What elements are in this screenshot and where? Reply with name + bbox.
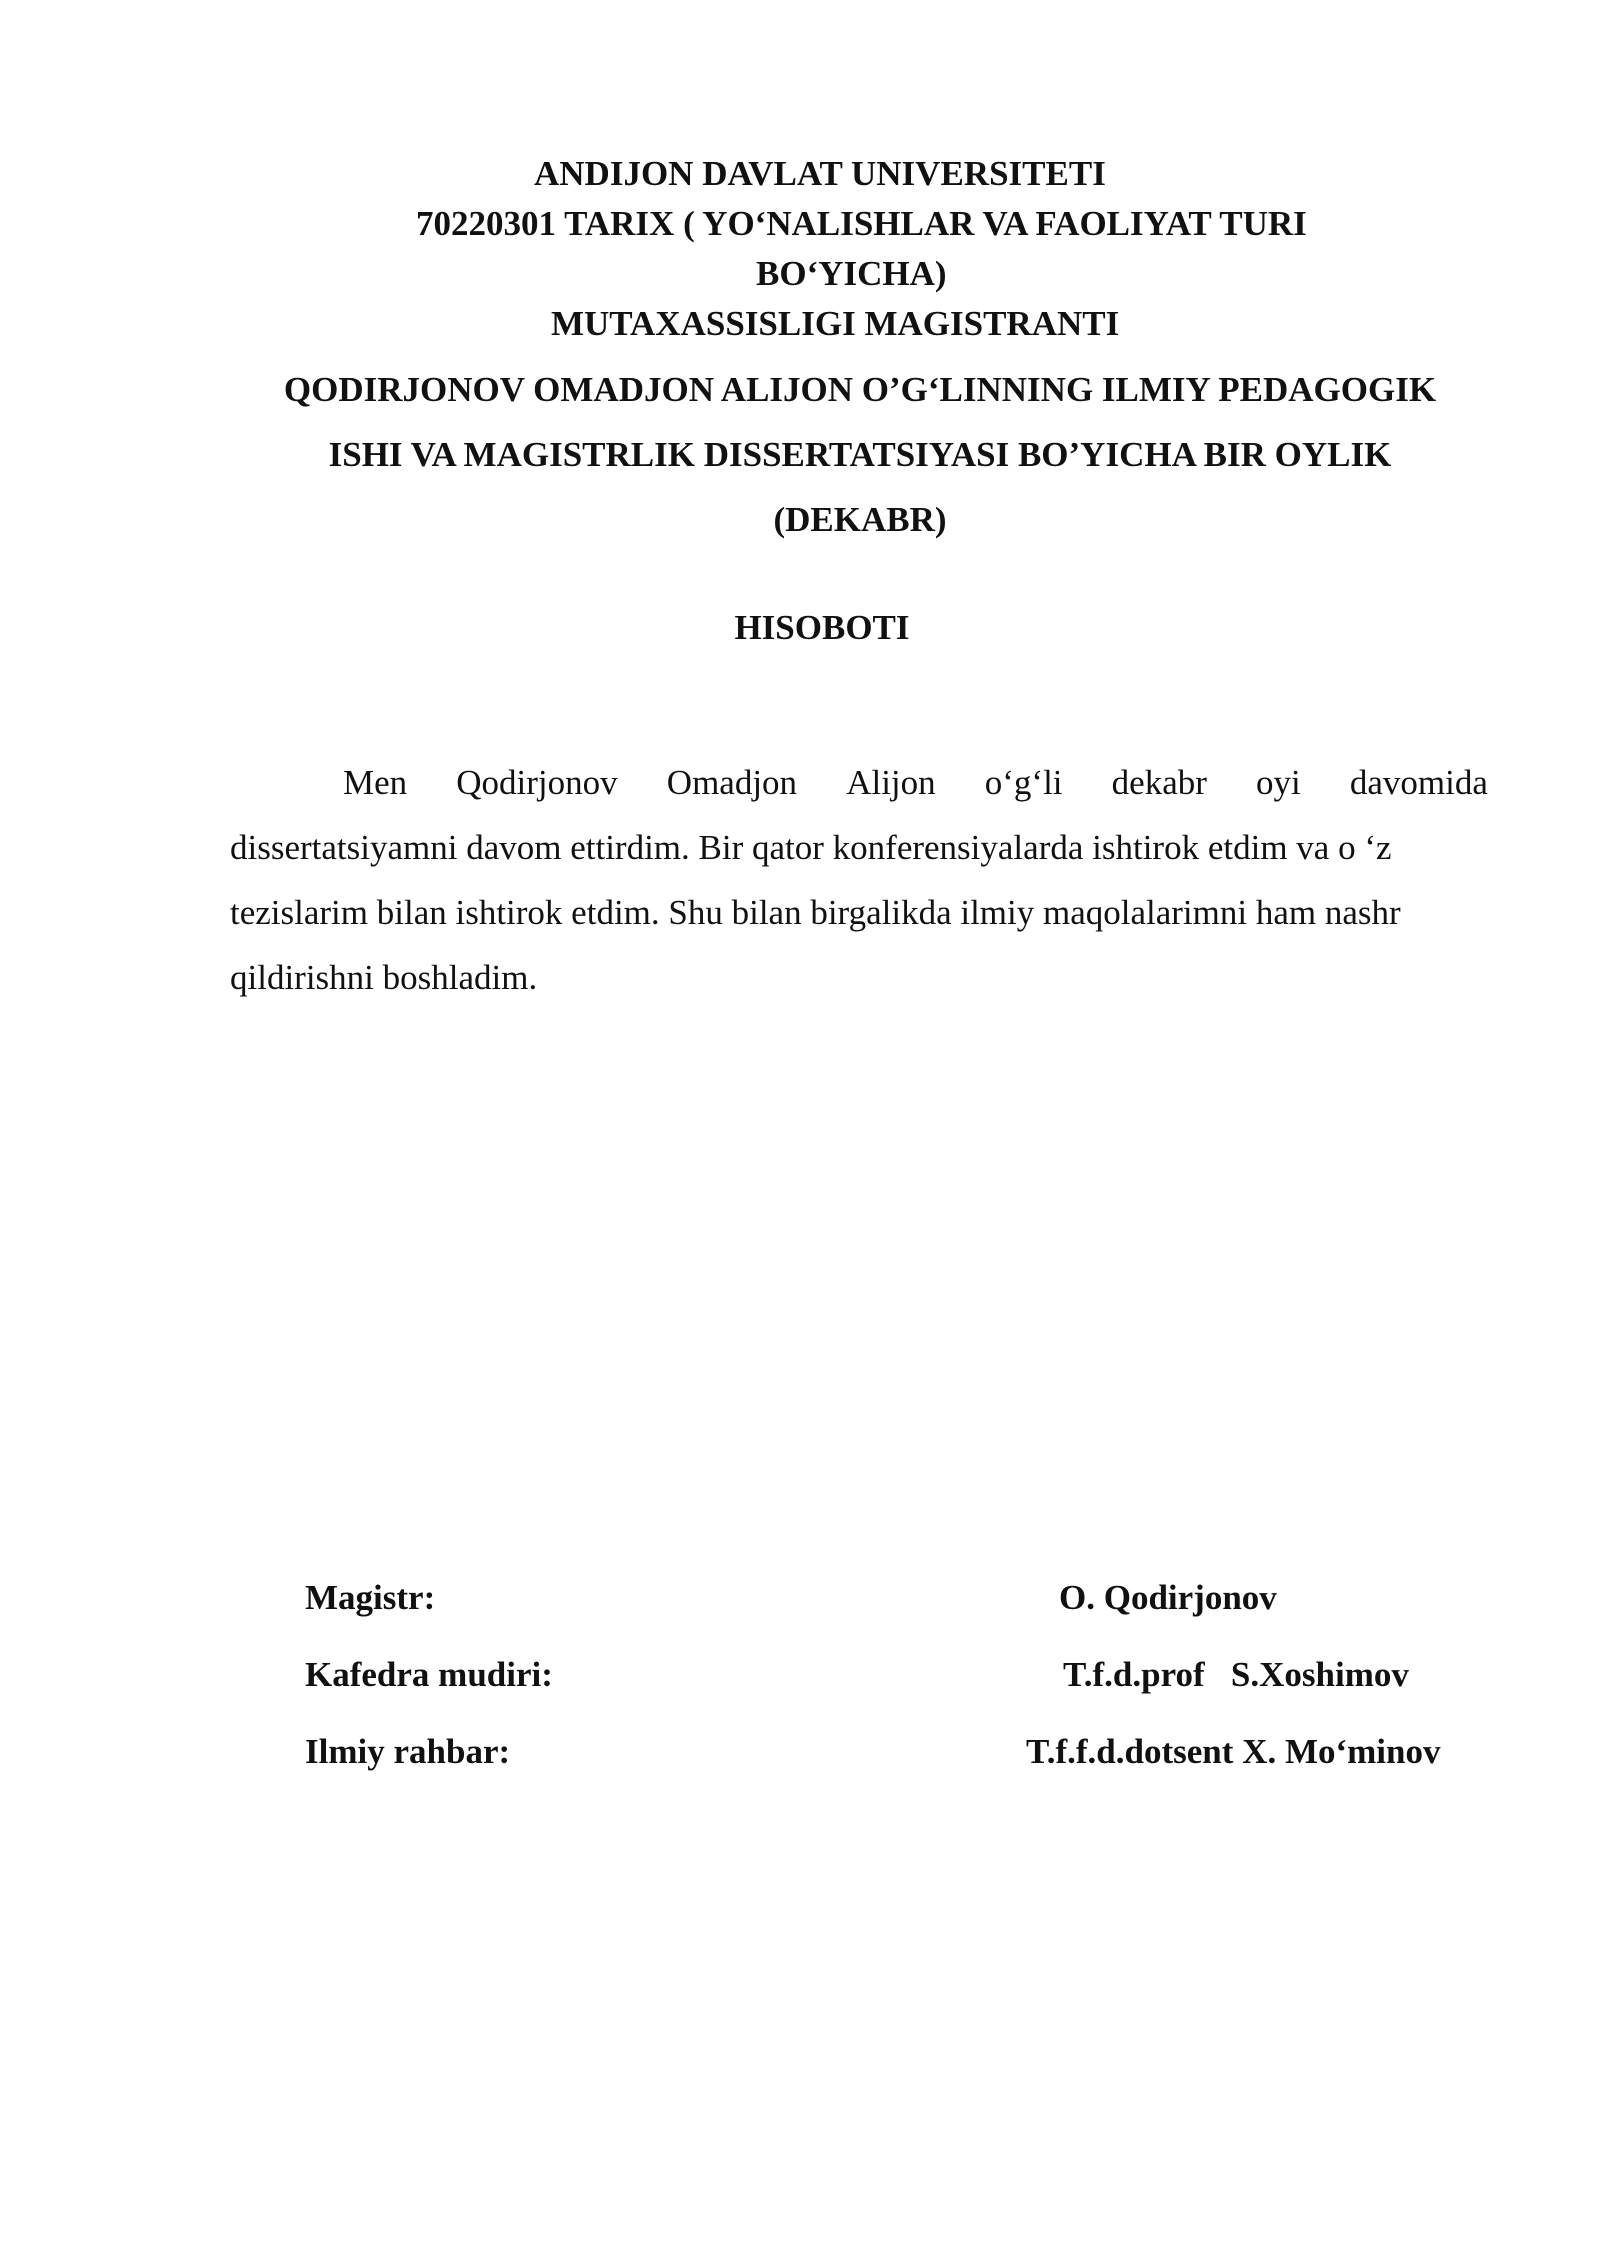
report-heading: HISOBOTI bbox=[734, 608, 910, 647]
word: o‘g‘li bbox=[984, 763, 1063, 802]
student-role: MUTAXASSISLIGI MAGISTRANTI bbox=[551, 304, 1120, 343]
paragraph-line: dissertatsiyamni davom ettirdim. Bir qator konferensiyalarda ishtirok etdim va o ‘z bbox=[230, 828, 1392, 867]
signature-name-magistr: O. Qodirjonov bbox=[1059, 1578, 1277, 1617]
word: Men bbox=[343, 763, 408, 802]
specialty-line-1: 70220301 TARIX ( YO‘NALISHLAR VA FAOLIYAT TURI bbox=[416, 204, 1307, 243]
report-title-line-2: ISHI VA MAGISTRLIK DISSERTATSIYASI BO’YICHA BIR OYLIK bbox=[328, 435, 1392, 474]
word: Omadjon bbox=[666, 763, 798, 802]
report-title-line-1: QODIRJONOV OMADJON ALIJON O’G‘LINNING ILMIY PEDAGOGIK bbox=[283, 370, 1437, 409]
word: davomida bbox=[1349, 763, 1488, 802]
paragraph-first-line bbox=[230, 750, 1488, 815]
word: dekabr bbox=[1111, 763, 1207, 802]
word: Alijon bbox=[846, 763, 936, 802]
signature-label-kafedra: Kafedra mudiri: bbox=[305, 1655, 553, 1694]
paragraph-line: tezislarim bilan ishtirok etdim. Shu bilan birgalikda ilmiy maqolalarimni ham nashr bbox=[230, 893, 1401, 932]
paragraph-line: qildirishni boshladim. bbox=[230, 958, 538, 997]
signature-name-kafedra: T.f.d.prof S.Xoshimov bbox=[1063, 1655, 1409, 1694]
word: Qodirjonov bbox=[456, 763, 618, 802]
specialty-line-2: BO‘YICHA) bbox=[756, 254, 947, 293]
signature-label-rahbar: Ilmiy rahbar: bbox=[305, 1732, 511, 1771]
signature-label-magistr: Magistr: bbox=[305, 1578, 436, 1617]
report-title-line-3: (DEKABR) bbox=[773, 500, 947, 539]
university-name: ANDIJON DAVLAT UNIVERSITETI bbox=[534, 154, 1106, 193]
signature-name-rahbar: T.f.f.d.dotsent X. Mo‘minov bbox=[1026, 1732, 1441, 1771]
report-paragraph bbox=[230, 750, 1488, 1010]
word: oyi bbox=[1256, 763, 1301, 802]
